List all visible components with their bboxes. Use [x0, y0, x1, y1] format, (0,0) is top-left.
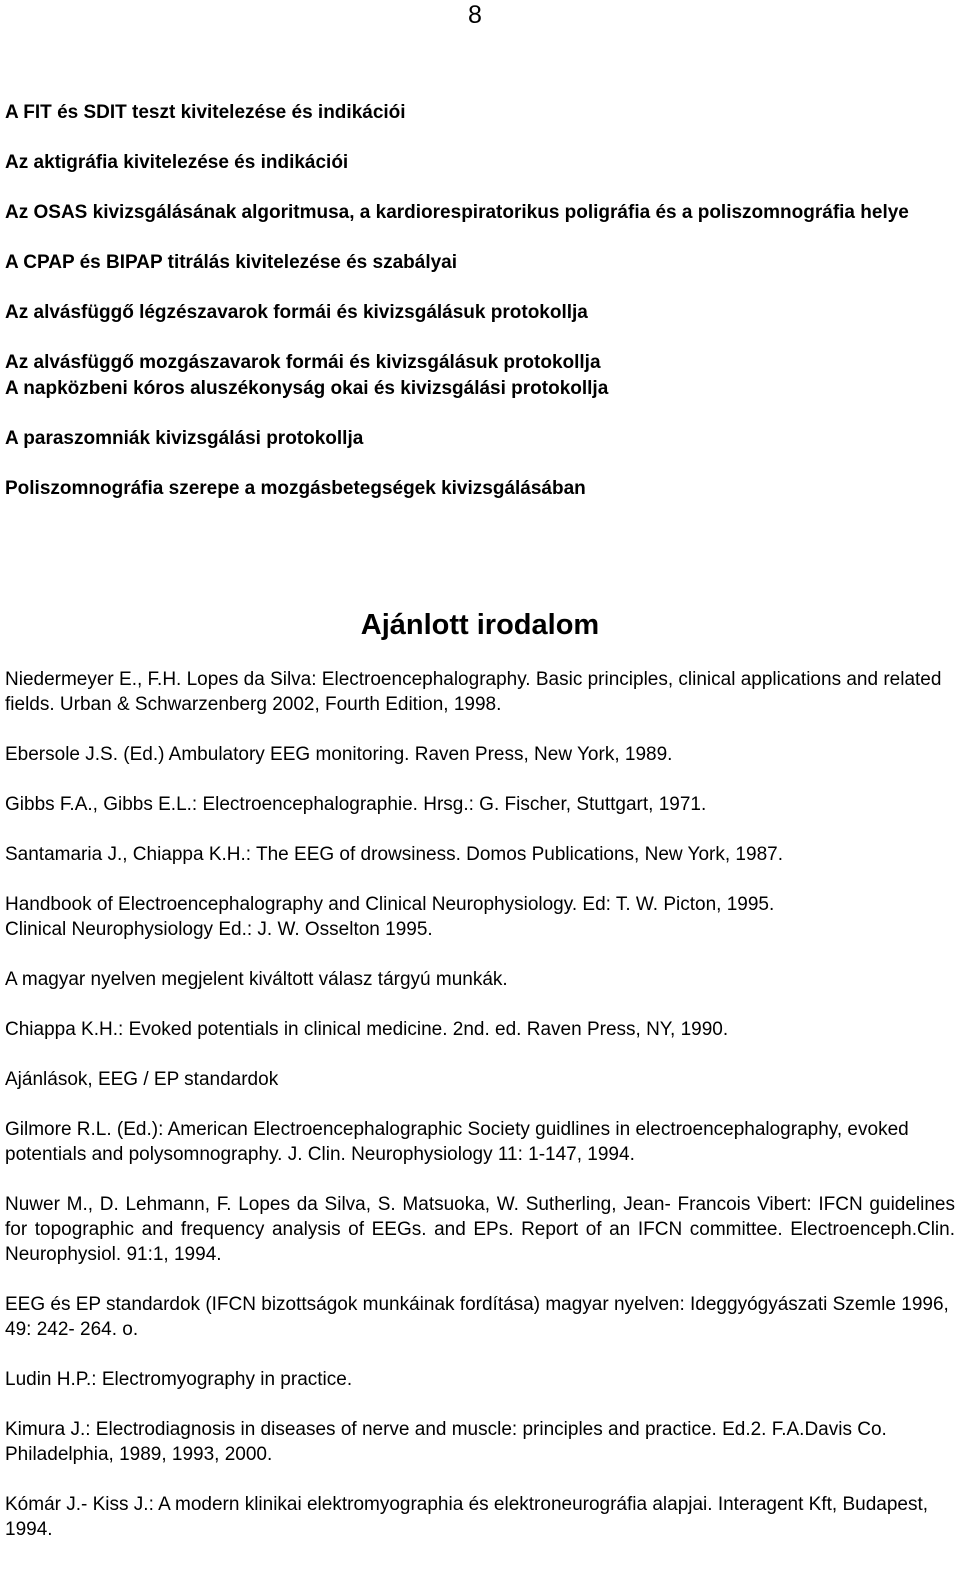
topic-item: Az alvásfüggő mozgászavarok formái és kivizsgálásuk protokollja — [5, 352, 601, 373]
reference-item: Chiappa K.H.: Evoked potentials in clinical medicine. 2nd. ed. Raven Press, NY, 1990. — [5, 1019, 729, 1040]
reference-item: Santamaria J., Chiappa K.H.: The EEG of drowsiness. Domos Publications, New York, 1987. — [5, 844, 783, 865]
reference-item: Kimura J.: Electrodiagnosis in diseases of nerve and muscle: principles and practice. Ed.2. F.A.Davis Co. Philadelphia, 1989, 1993, 2000. — [5, 1419, 887, 1465]
reference-item: Clinical Neurophysiology Ed.: J. W. Osselton 1995. — [5, 919, 433, 940]
reference-item: Gibbs F.A., Gibbs E.L.: Electroencephalographie. Hrsg.: G. Fischer, Stuttgart, 1971. — [5, 794, 707, 815]
recommended-literature-heading: Ajánlott irodalom — [360, 609, 600, 641]
reference-item: Kómár J.- Kiss J.: A modern klinikai elektromyographia és elektroneurográfia alapjai. Interagent Kft, Budapest, 1994. — [5, 1494, 929, 1540]
reference-item: Nuwer M., D. Lehmann, F. Lopes da Silva, S. Matsuoka, W. Sutherling, Jean- Francois Vibert: IFCN guidelines for topographic and frequency analysis of EEGs. and EPs. Report of an IFCN committee. Electroenceph.Clin. Neurophysiol. 91:1, 1994. — [5, 1194, 955, 1265]
reference-item: Ebersole J.S. (Ed.) Ambulatory EEG monitoring. Raven Press, New York, 1989. — [5, 744, 673, 765]
topic-item: Az aktigráfia kivitelezése és indikációi — [5, 152, 349, 173]
reference-item: EEG és EP standardok (IFCN bizottságok munkáinak fordítása) magyar nyelven: Ideggyógyászati Szemle 1996, 49: 242- 264. o. — [5, 1294, 949, 1340]
reference-item: Niedermeyer E., F.H. Lopes da Silva: Electroencephalography. Basic principles, clinical applications and related fields. Urban & Schwarzenberg 2002, Fourth Edition, 1998. — [5, 669, 942, 715]
topic-item: A paraszomniák kivizsgálási protokollja — [5, 428, 364, 449]
reference-item: Gilmore R.L. (Ed.): American Electroencephalographic Society guidlines in electroencephalography, evoked potentials and polysomnography. J. Clin. Neurophysiology 11: 1-147, 1994. — [5, 1119, 909, 1165]
reference-list — [5, 667, 955, 1567]
topic-item: A napközbeni kóros aluszékonyság okai és kivizsgálási protokollja — [5, 378, 609, 399]
page-number: 8 — [468, 1, 482, 29]
reference-subheading: Ajánlások, EEG / EP standardok — [5, 1069, 279, 1090]
topic-item: A CPAP és BIPAP titrálás kivitelezése és szabályai — [5, 252, 458, 273]
topic-list — [5, 100, 935, 526]
reference-item: Ludin H.P.: Electromyography in practice. — [5, 1369, 353, 1390]
topic-item: A FIT és SDIT teszt kivitelezése és indikációi — [5, 102, 406, 123]
topic-item: Poliszomnográfia szerepe a mozgásbetegségek kivizsgálásában — [5, 478, 586, 499]
reference-subheading: A magyar nyelven megjelent kiváltott válasz tárgyú munkák. — [5, 969, 508, 990]
reference-item: Handbook of Electroencephalography and Clinical Neurophysiology. Ed: T. W. Picton, 1995. — [5, 894, 775, 915]
topic-item: Az alvásfüggő légzészavarok formái és kivizsgálásuk protokollja — [5, 302, 588, 323]
topic-item: Az OSAS kivizsgálásának algoritmusa, a kardiorespiratorikus poligráfia és a poliszomnográfia helye — [5, 202, 909, 223]
